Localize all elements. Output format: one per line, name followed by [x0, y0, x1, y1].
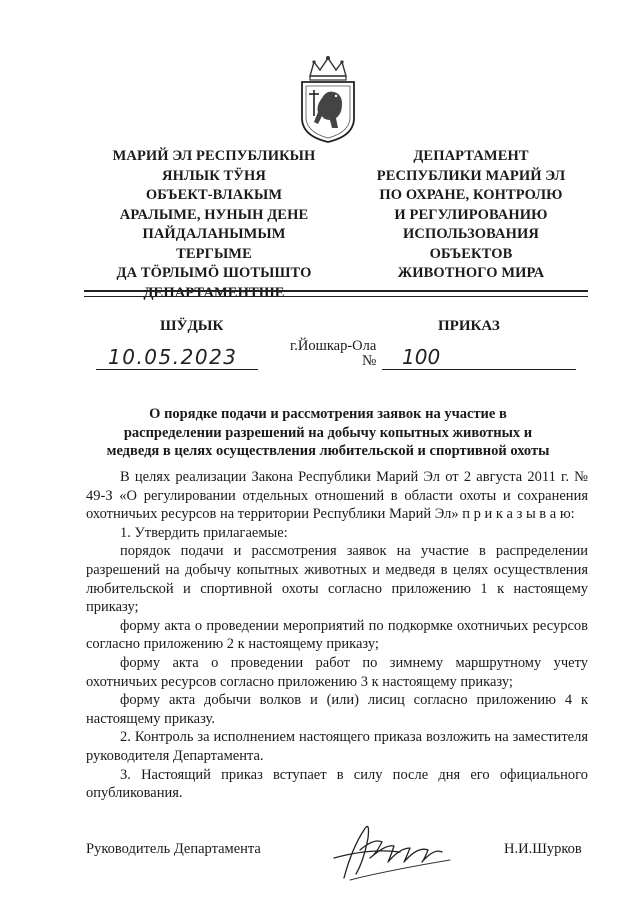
header-divider-thick: [84, 290, 588, 292]
header-divider-thin: [84, 296, 588, 297]
order-label-mari: ШӰДЫК: [160, 318, 224, 334]
city-name: г.Йошкар-Ола: [290, 338, 377, 354]
body-paragraph: 1. Утвердить прилагаемые:: [120, 524, 288, 541]
header-right-line: ПО ОХРАНЕ, КОНТРОЛЮ: [379, 187, 563, 203]
header-right-line: ДЕПАРТАМЕНТ: [413, 148, 529, 164]
header-left-mari: [94, 147, 334, 303]
header-left-line: ОБЪЕКТ-ВЛАКЫМ: [145, 187, 283, 203]
order-number: 100: [402, 345, 441, 369]
body-paragraph: форму акта о проведении мероприятий по подкормке охотничьих ресурсов согласно приложению 2 к настоящему приказу;: [86, 617, 588, 653]
header-right-line: И РЕГУЛИРОВАНИЮ: [394, 206, 548, 223]
header-right-line: ЖИВОТНОГО МИРА: [397, 265, 545, 281]
header-right-line: ОБЪЕКТОВ: [429, 245, 513, 262]
header-left-line: ДЕПАРТАМЕНТШЕ: [143, 284, 285, 301]
order-date: 10.05.2023: [108, 345, 238, 369]
order-title: О порядке подачи и рассмотрения заявок на участие в распределении разрешений на добычу копытных животных и медведя в целях осуществления любительской и спортивной охоты: [106, 406, 550, 459]
body-paragraph: форму акта о проведении работ по зимнему маршрутному учету охотничьих ресурсов согласно приложению 3 к настоящему приказу;: [86, 654, 588, 690]
header-left-line: ПАЙДАЛАНЫМЫМ: [142, 226, 286, 242]
header-right-russian: [356, 147, 586, 284]
number-symbol: №: [362, 353, 377, 369]
body-paragraph: порядок подачи и рассмотрения заявок на участие в распределении разрешений на добычу копытных животных и медведя в целях осуществления любительской и спортивной охоты согласно приложению 1 к настоящему приказу;: [86, 543, 588, 616]
coat-of-arms-icon: [296, 54, 360, 144]
body-paragraph: 2. Контроль за исполнением настоящего приказа возложить на заместителя руководителя Департамента.: [86, 729, 588, 764]
body-paragraph: В целях реализации Закона Республики Марий Эл от 2 августа 2011 г. № 49-З «О регулировании отдельных отношений в области охоты и сохранения охотничьих ресурсов на территории Республики Марий Эл» п р и к а з ы в а ю:: [86, 469, 588, 523]
date-underline: [96, 369, 258, 370]
header-right-line: РЕСПУБЛИКИ МАРИЙ ЭЛ: [376, 167, 566, 184]
order-label-russian: ПРИКАЗ: [438, 318, 500, 334]
body-paragraph: 3. Настоящий приказ вступает в силу после дня его официального опубликования.: [86, 766, 588, 802]
order-body: [86, 468, 588, 803]
header-right-line: ИСПОЛЬЗОВАНИЯ: [403, 226, 539, 242]
header-left-line: ДА ТӦРЛЫМӦ ШОТЫШТО: [116, 265, 312, 281]
body-paragraph: форму акта добычи волков и (или) лисиц согласно приложению 4 к настоящему приказу.: [86, 692, 588, 727]
header-left-line: МАРИЙ ЭЛ РЕСПУБЛИКЫН: [112, 148, 316, 164]
signature-icon: [330, 808, 480, 886]
header-left-line: ТЕРГЫМЕ: [176, 245, 252, 262]
signatory-name: Н.И.Шурков: [504, 841, 582, 857]
number-underline: [382, 369, 576, 370]
header-left-line: АРАЛЫМЕ, НУНЫН ДЕНЕ: [119, 206, 309, 223]
signatory-role: Руководитель Департамента: [86, 841, 261, 857]
header-left-line: ЯНЛЫК ТӰНЯ: [162, 167, 266, 184]
